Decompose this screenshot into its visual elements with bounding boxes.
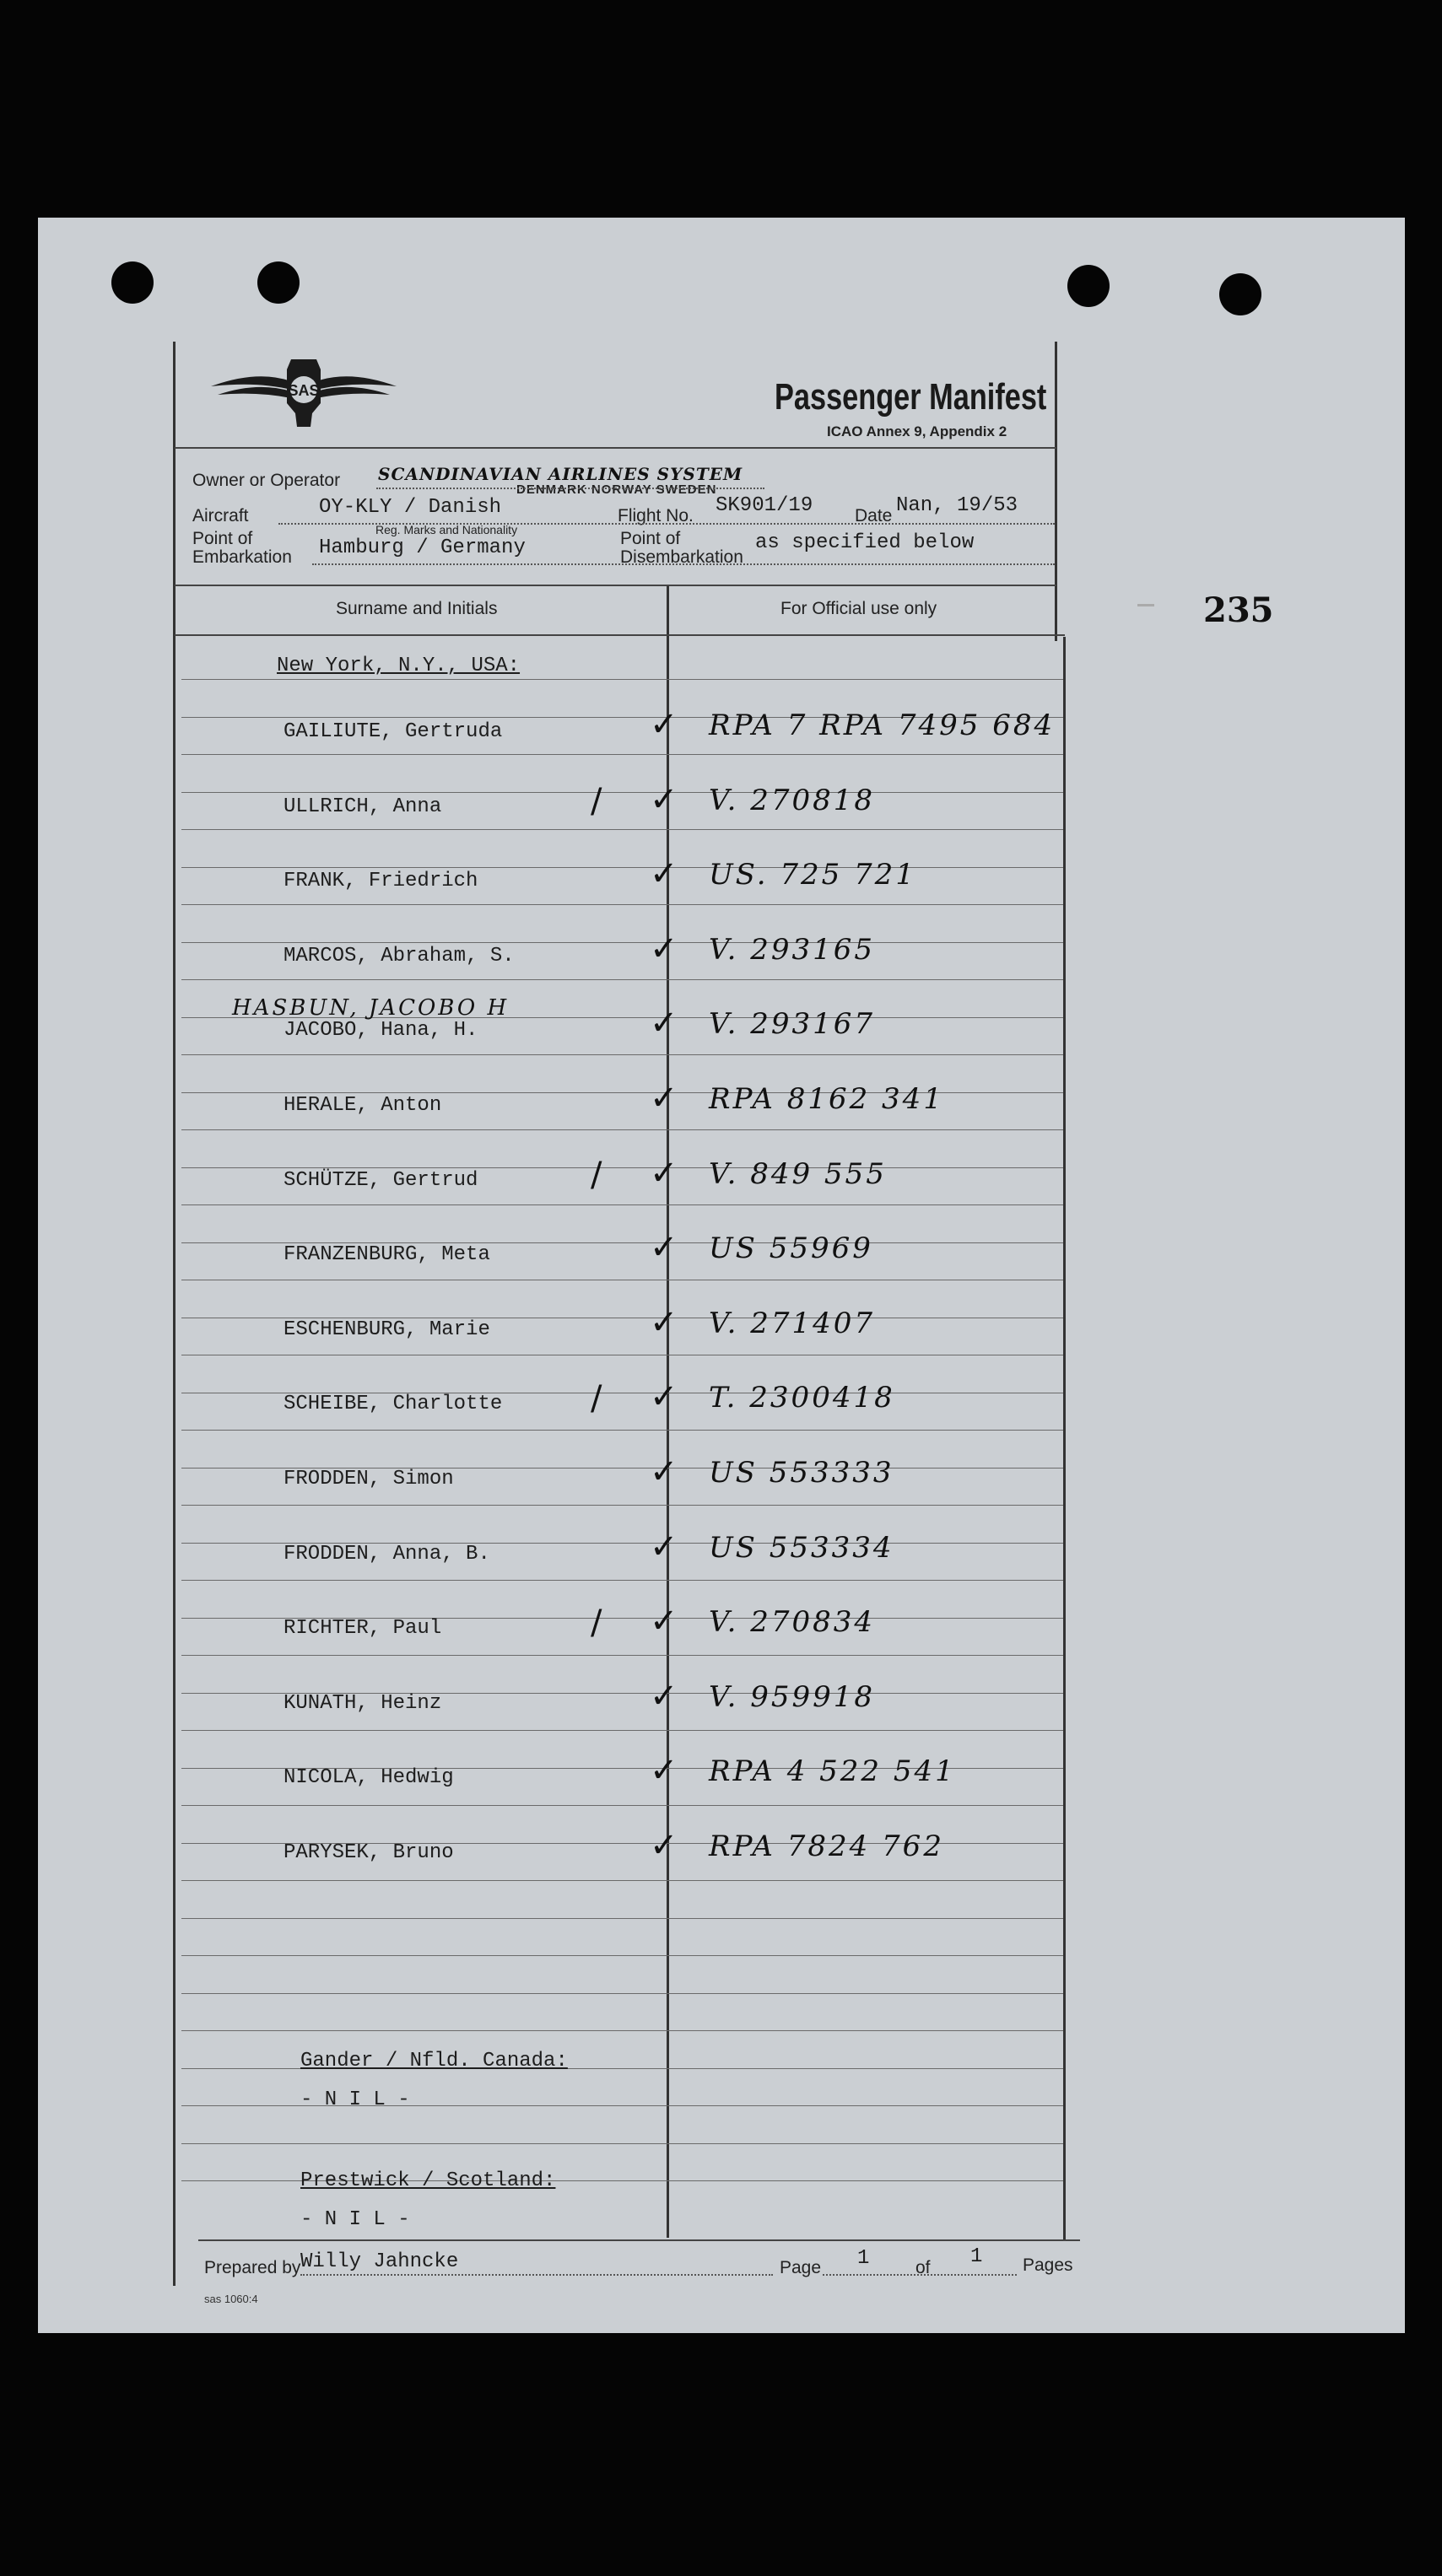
passenger-name: PARYSEK, Bruno	[284, 1841, 454, 1864]
passenger-name: RICHTER, Paul	[284, 1617, 442, 1640]
official-entry: V. 959918	[709, 1680, 876, 1714]
passenger-name: FRANK, Friedrich	[284, 870, 478, 892]
ruled-line	[181, 1129, 1063, 1130]
owner-underline	[376, 488, 764, 489]
punch-hole	[257, 261, 300, 304]
passenger-name: NICOLA, Hedwig	[284, 1766, 454, 1789]
embarkation-label-line2: Embarkation	[192, 547, 292, 567]
checkmark-icon: ✓	[650, 1303, 678, 1342]
punch-hole	[1067, 265, 1110, 307]
punch-hole	[1219, 273, 1261, 315]
page-number: 1	[857, 2247, 870, 2270]
owner-value: SCANDINAVIAN AIRLINES SYSTEM	[378, 464, 743, 484]
checkmark-icon: ✓	[650, 1602, 678, 1641]
prepared-underline	[300, 2274, 773, 2276]
form-subtitle: ICAO Annex 9, Appendix 2	[827, 423, 1007, 439]
passenger-name: JACOBO, Hana, H.	[284, 1019, 478, 1042]
of-label: of	[915, 2258, 931, 2277]
passenger-name: SCHEIBE, Charlotte	[284, 1393, 503, 1415]
section-gander: Gander / Nfld. Canada:	[300, 2050, 568, 2072]
page-stamp-number: 235	[1203, 590, 1274, 630]
checkmark-icon: ✓	[650, 780, 678, 819]
checkmark-icon: ✓	[650, 1528, 678, 1566]
flight-value: SK901/19	[716, 494, 813, 517]
ruled-line	[181, 1955, 1063, 1956]
ruled-line	[181, 1430, 1063, 1431]
official-entry: RPA 8162 341	[709, 1082, 944, 1116]
col-header-rule	[175, 634, 1065, 636]
reg-marks-label: Reg. Marks and Nationality	[375, 523, 518, 536]
header-bottom-rule	[175, 585, 1056, 586]
section-prestwick: Prestwick / Scotland:	[300, 2169, 556, 2192]
passenger-name: FRANZENBURG, Meta	[284, 1243, 490, 1266]
passenger-name: SCHÜTZE, Gertrud	[284, 1169, 478, 1192]
checkmark-icon: ✓	[650, 1377, 678, 1416]
form-title: Passenger Manifest	[775, 376, 1047, 418]
ruled-line	[181, 679, 1063, 680]
checkmark-icon: ✓	[650, 854, 678, 893]
checkmark-icon: ✓	[650, 1826, 678, 1865]
official-entry: V. 270834	[709, 1605, 876, 1639]
gander-nil: - N I L -	[300, 2088, 410, 2111]
passenger-name: HERALE, Anton	[284, 1094, 442, 1117]
passenger-name: GAILIUTE, Gertruda	[284, 720, 503, 743]
tick-mark-icon: /	[591, 1379, 602, 1418]
date-value: Nan, 19/53	[896, 494, 1018, 517]
owner-label: Owner or Operator	[192, 471, 341, 490]
ruled-line	[181, 1167, 1063, 1168]
checkmark-icon: ✓	[650, 930, 678, 968]
passenger-name: MARCOS, Abraham, S.	[284, 945, 515, 967]
col-header-surname: Surname and Initials	[336, 599, 498, 618]
ruled-line	[181, 1580, 1063, 1581]
sas-logo-icon	[211, 353, 397, 428]
header-rule	[175, 447, 1056, 449]
punch-hole	[111, 261, 154, 304]
embarkation-label-line1: Point of	[192, 529, 253, 548]
stamp-dash	[1137, 604, 1154, 606]
flight-label: Flight No.	[618, 506, 694, 525]
ruled-line	[181, 2030, 1063, 2031]
official-entry: RPA 7824 762	[709, 1830, 944, 1863]
official-entry: V. 271407	[709, 1307, 876, 1340]
official-entry: V. 293165	[709, 933, 876, 967]
page-total: 1	[970, 2245, 983, 2268]
official-entry: V. 270818	[709, 784, 876, 817]
col-header-official: For Official use only	[780, 599, 937, 618]
ruled-line	[181, 942, 1063, 943]
ruled-line	[181, 1993, 1063, 1994]
prepared-by-value: Willy Jahncke	[300, 2250, 459, 2273]
official-entry: US. 725 721	[709, 858, 916, 892]
footer-rule	[198, 2239, 1080, 2241]
svg-text:SAS: SAS	[288, 382, 320, 399]
embarkation-underline	[312, 563, 1055, 565]
checkmark-icon: ✓	[650, 1154, 678, 1193]
aircraft-value: OY-KLY / Danish	[319, 496, 502, 519]
official-entry: RPA 4 522 541	[709, 1754, 956, 1788]
ruled-line	[181, 1505, 1063, 1506]
form-right-border	[1063, 637, 1066, 2239]
tick-mark-icon: /	[591, 1603, 602, 1642]
aircraft-label: Aircraft	[192, 506, 249, 525]
official-entry: US 553334	[709, 1531, 894, 1565]
embarkation-label	[192, 530, 292, 567]
ruled-line	[181, 1054, 1063, 1055]
disembarkation-label-line1: Point of	[620, 529, 681, 548]
passenger-name: FRODDEN, Anna, B.	[284, 1543, 490, 1566]
passenger-name: ESCHENBURG, Marie	[284, 1318, 490, 1341]
aircraft-underline	[278, 523, 1055, 525]
ruled-line	[181, 829, 1063, 830]
ruled-line	[181, 792, 1063, 793]
tick-mark-icon: /	[591, 782, 602, 821]
official-entry: V. 293167	[709, 1007, 876, 1041]
checkmark-icon: ✓	[650, 705, 678, 744]
ruled-line	[181, 1918, 1063, 1919]
checkmark-icon: ✓	[650, 1751, 678, 1790]
page-label: Page	[780, 2258, 822, 2277]
form-left-border	[173, 342, 176, 2286]
ruled-line	[181, 1880, 1063, 1881]
form-code: sas 1060:4	[204, 2293, 258, 2305]
ruled-line	[181, 867, 1063, 868]
section-new-york: New York, N.Y., USA:	[277, 655, 521, 677]
prepared-by-label: Prepared by	[204, 2258, 301, 2277]
pages-label: Pages	[1023, 2255, 1073, 2275]
disembarkation-label-line2: Disembarkation	[620, 547, 743, 567]
date-label: Date	[855, 506, 893, 525]
official-entry: V. 849 555	[709, 1157, 887, 1191]
official-entry: US 553333	[709, 1456, 894, 1490]
ruled-line	[181, 1655, 1063, 1656]
ruled-line	[181, 1805, 1063, 1806]
ruled-line	[181, 754, 1063, 755]
official-entry: T. 2300418	[709, 1381, 895, 1415]
checkmark-icon: ✓	[650, 1677, 678, 1716]
ruled-line	[181, 2143, 1063, 2144]
passenger-name: KUNATH, Heinz	[284, 1692, 442, 1715]
checkmark-icon: ✓	[650, 1004, 678, 1043]
embarkation-value: Hamburg / Germany	[319, 536, 526, 559]
countries-value: DENMARK NORWAY SWEDEN	[516, 482, 717, 497]
page-underline	[823, 2274, 1017, 2276]
passenger-name: ULLRICH, Anna	[284, 795, 442, 818]
checkmark-icon: ✓	[650, 1452, 678, 1491]
tick-mark-icon: /	[591, 1156, 602, 1194]
official-entry: US 55969	[709, 1231, 873, 1265]
ruled-line	[181, 1730, 1063, 1731]
handwritten-annotation: HASBUN, JACOBO H	[232, 995, 510, 1021]
official-entry: RPA 7 RPA 7495 684	[709, 709, 1056, 742]
disembarkation-label	[620, 530, 743, 567]
ruled-line	[181, 979, 1063, 980]
prestwick-nil: - N I L -	[300, 2208, 410, 2231]
checkmark-icon: ✓	[650, 1228, 678, 1267]
ruled-line	[181, 1204, 1063, 1205]
checkmark-icon: ✓	[650, 1079, 678, 1118]
passenger-name: FRODDEN, Simon	[284, 1468, 454, 1490]
form-right-border-top	[1055, 342, 1057, 641]
disembarkation-value: as specified below	[755, 531, 975, 554]
ruled-line	[181, 904, 1063, 905]
